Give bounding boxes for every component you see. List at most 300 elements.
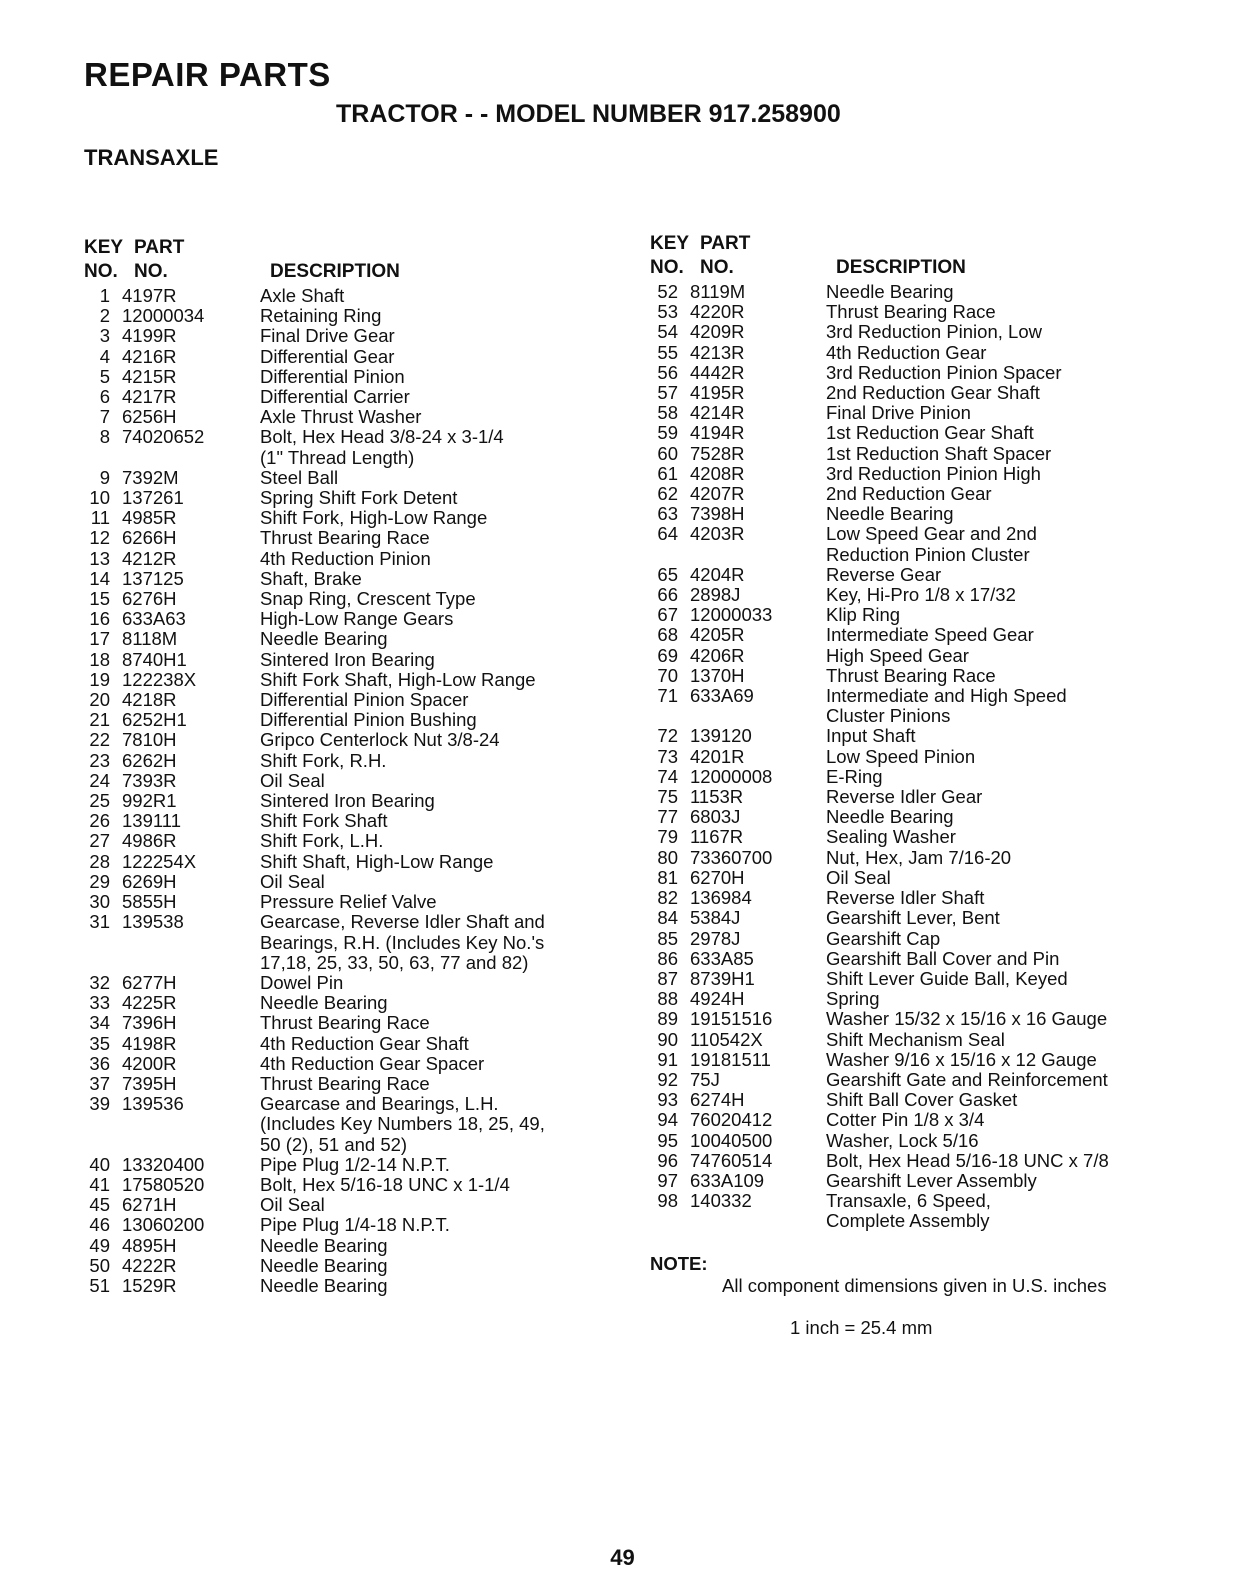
key-number: 60 <box>657 442 678 464</box>
table-row <box>84 326 624 346</box>
key-number: 9 <box>99 466 110 488</box>
table-row <box>84 629 624 649</box>
key-number: 22 <box>89 729 110 751</box>
key-number: 8 <box>99 426 110 448</box>
part-description: Shift Fork, High-Low Range <box>260 507 488 529</box>
table-row <box>84 791 624 811</box>
part-description: Needle Bearing <box>260 1234 388 1256</box>
part-description: Intermediate Speed Gear <box>826 624 1034 646</box>
part-number: 4924H <box>690 988 745 1010</box>
part-number: 4215R <box>122 365 177 387</box>
part-number: 7396H <box>122 1012 177 1034</box>
key-number: 46 <box>89 1214 110 1236</box>
part-number: 139536 <box>122 1093 184 1115</box>
part-description: Shift Lever Guide Ball, Keyed <box>826 967 1068 989</box>
part-description: Needle Bearing <box>260 1254 388 1276</box>
key-number: 66 <box>657 584 678 606</box>
table-row <box>84 528 624 548</box>
part-description: 3rd Reduction Pinion High <box>826 462 1041 484</box>
table-row <box>650 585 1210 605</box>
table-row <box>650 322 1210 342</box>
part-description: 3rd Reduction Pinion, Low <box>826 321 1042 343</box>
key-number: 56 <box>657 361 678 383</box>
key-number: 55 <box>657 341 678 363</box>
table-row <box>84 912 624 973</box>
part-description: Gearshift Lever Assembly <box>826 1169 1037 1191</box>
table-row <box>650 1030 1210 1050</box>
part-number: 74760514 <box>690 1149 773 1171</box>
table-row <box>650 929 1210 949</box>
part-description: Reverse Idler Gear <box>826 786 983 808</box>
table-row <box>84 831 624 851</box>
table-row <box>84 1236 624 1256</box>
key-number: 72 <box>657 725 678 747</box>
table-row <box>650 868 1210 888</box>
table-row <box>650 343 1210 363</box>
part-description: Input Shaft <box>826 725 916 747</box>
table-row <box>84 690 624 710</box>
table-row <box>650 767 1210 787</box>
table-row <box>84 306 624 326</box>
page-number: 49 <box>610 1545 635 1570</box>
key-number: 51 <box>89 1274 110 1296</box>
key-number: 73 <box>657 745 678 767</box>
part-number: 10040500 <box>690 1129 773 1151</box>
key-number: 33 <box>89 992 110 1014</box>
part-number: 110542X <box>690 1028 763 1050</box>
part-number: 4895H <box>122 1234 177 1256</box>
part-description: Pipe Plug 1/4-18 N.P.T. <box>260 1214 450 1236</box>
part-number: 75J <box>690 1068 720 1090</box>
table-row <box>84 407 624 427</box>
part-description: Thrust Bearing Race <box>260 1012 430 1034</box>
part-description: Shift Fork, R.H. <box>260 749 387 771</box>
part-description: Bolt, Hex Head 5/16-18 UNC x 7/8 <box>826 1149 1109 1171</box>
key-number: 87 <box>657 967 678 989</box>
column-headers-left <box>84 236 624 286</box>
key-number: 89 <box>657 1008 678 1030</box>
table-row <box>650 1131 1210 1151</box>
part-description: 4th Reduction Gear <box>826 341 987 363</box>
table-row <box>84 1034 624 1054</box>
table-row <box>650 686 1210 726</box>
key-number: 37 <box>89 1072 110 1094</box>
part-number: 6266H <box>122 527 177 549</box>
key-number: 54 <box>657 321 678 343</box>
table-row <box>84 1256 624 1276</box>
part-number: 4220R <box>690 301 745 323</box>
parts-table-left <box>84 236 624 1296</box>
part-description: Sintered Iron Bearing <box>260 790 435 812</box>
part-number: 4225R <box>122 992 177 1014</box>
key-number: 64 <box>657 523 678 545</box>
table-row <box>650 908 1210 928</box>
part-number: 139111 <box>122 810 181 832</box>
table-row <box>84 872 624 892</box>
part-number: 13320400 <box>122 1153 205 1175</box>
table-row <box>650 282 1210 302</box>
key-number: 82 <box>657 887 678 909</box>
part-number: 6252H1 <box>122 709 187 731</box>
table-row <box>84 1054 624 1074</box>
key-number: 59 <box>657 422 678 444</box>
parts-list-left <box>84 286 624 1296</box>
part-number: 633A85 <box>690 947 754 969</box>
table-row <box>650 484 1210 504</box>
part-description: Washer 15/32 x 15/16 x 16 Gauge <box>826 1008 1108 1030</box>
table-row <box>650 888 1210 908</box>
part-description: Klip Ring <box>826 604 901 626</box>
key-number: 1 <box>99 285 110 306</box>
key-number: 27 <box>89 830 110 852</box>
part-number: 8740H1 <box>122 648 187 670</box>
key-number: 14 <box>89 567 110 589</box>
part-description: Gearshift Ball Cover and Pin <box>826 947 1060 969</box>
part-description: 2nd Reduction Gear <box>826 483 992 505</box>
part-number: 7392M <box>122 466 179 488</box>
key-number: 7 <box>99 406 110 428</box>
part-description: Axle Shaft <box>260 285 345 306</box>
key-number: 21 <box>89 709 110 731</box>
part-number: 122238X <box>122 668 197 690</box>
part-description: Shift Fork Shaft <box>260 810 388 832</box>
table-row <box>84 427 624 467</box>
part-description: Retaining Ring <box>260 305 382 327</box>
table-row <box>84 852 624 872</box>
table-row <box>650 383 1210 403</box>
part-number: 17580520 <box>122 1173 205 1195</box>
part-description: Pressure Relief Valve <box>260 891 437 913</box>
key-number: 69 <box>657 644 678 666</box>
part-number: 76020412 <box>690 1109 773 1131</box>
part-description: Spring Shift Fork Detent <box>260 487 458 509</box>
part-number: 633A63 <box>122 608 186 630</box>
key-number: 95 <box>657 1129 678 1151</box>
table-row <box>650 1090 1210 1110</box>
parts-list-right <box>650 282 1210 1232</box>
key-number: 57 <box>657 382 678 404</box>
part-description: Shift Fork, L.H. <box>260 830 384 852</box>
part-number: 12000008 <box>690 765 773 787</box>
key-number: 97 <box>657 1169 678 1191</box>
key-number: 32 <box>89 971 110 993</box>
key-number: 67 <box>657 604 678 626</box>
table-row <box>650 444 1210 464</box>
key-number: 34 <box>89 1012 110 1034</box>
part-header-line1: PART <box>700 233 751 254</box>
part-number: 19181511 <box>690 1048 771 1070</box>
part-description: Differential Pinion Spacer <box>260 689 469 711</box>
part-number: 8118M <box>122 628 178 650</box>
part-number: 2898J <box>690 584 741 606</box>
part-number: 4194R <box>690 422 745 444</box>
table-row <box>650 989 1210 1009</box>
table-row <box>84 771 624 791</box>
column-headers-right <box>650 232 1210 282</box>
part-number: 6271H <box>122 1194 177 1216</box>
part-number: 633A109 <box>690 1169 765 1191</box>
table-row <box>650 524 1210 564</box>
table-row <box>650 726 1210 746</box>
key-number: 36 <box>89 1052 110 1074</box>
key-number: 29 <box>89 870 110 892</box>
table-row <box>84 609 624 629</box>
part-number: 1153R <box>690 786 744 808</box>
part-number: 136984 <box>690 887 752 909</box>
part-number: 1370H <box>690 664 745 686</box>
key-number: 6 <box>99 386 110 408</box>
key-number: 12 <box>89 527 110 549</box>
part-description: Differential Gear <box>260 345 395 367</box>
table-row <box>650 787 1210 807</box>
part-description: Transaxle, 6 Speed, Complete Assembly <box>826 1190 991 1232</box>
part-number: 4204R <box>690 563 745 585</box>
part-number: 4213R <box>690 341 745 363</box>
key-number: 71 <box>657 685 678 707</box>
part-number: 4212R <box>122 547 177 569</box>
part-number: 19151516 <box>690 1008 773 1030</box>
part-number: 6270H <box>690 866 745 888</box>
part-number: 6277H <box>122 971 177 993</box>
key-number: 50 <box>89 1254 110 1276</box>
part-number: 13060200 <box>122 1214 205 1236</box>
table-row <box>84 367 624 387</box>
description-header: DESCRIPTION <box>270 261 400 282</box>
part-number: 8739H1 <box>690 967 755 989</box>
part-number: 7395H <box>122 1072 177 1094</box>
part-number: 6262H <box>122 749 177 771</box>
part-number: 5384J <box>690 907 741 929</box>
dimension-note <box>650 1254 1210 1359</box>
key-number: 93 <box>657 1089 678 1111</box>
key-number: 13 <box>89 547 110 569</box>
part-number: 4199R <box>122 325 177 347</box>
part-description: Thrust Bearing Race <box>826 301 996 323</box>
part-number: 7810H <box>122 729 177 751</box>
part-number: 4986R <box>122 830 177 852</box>
table-row <box>650 848 1210 868</box>
part-description: Reverse Gear <box>826 563 942 585</box>
part-number: 122254X <box>122 850 197 872</box>
part-description: 4th Reduction Gear Shaft <box>260 1032 469 1054</box>
key-number: 52 <box>657 281 678 302</box>
part-description: Oil Seal <box>260 1194 325 1216</box>
part-description: Sealing Washer <box>826 826 956 848</box>
part-description: 3rd Reduction Pinion Spacer <box>826 361 1062 383</box>
table-row <box>84 892 624 912</box>
key-number: 63 <box>657 503 678 525</box>
part-description: Shaft, Brake <box>260 567 362 589</box>
key-number: 19 <box>89 668 110 690</box>
part-description: Needle Bearing <box>826 806 954 828</box>
table-row <box>650 807 1210 827</box>
part-description: Nut, Hex, Jam 7/16-20 <box>826 846 1012 868</box>
part-description: Shift Mechanism Seal <box>826 1028 1005 1050</box>
table-row <box>650 1070 1210 1090</box>
table-row <box>84 589 624 609</box>
table-row <box>84 973 624 993</box>
table-row <box>650 1009 1210 1029</box>
key-number: 18 <box>89 648 110 670</box>
part-description: Key, Hi-Pro 1/8 x 17/32 <box>826 584 1016 606</box>
part-description: High-Low Range Gears <box>260 608 454 630</box>
table-row <box>84 508 624 528</box>
part-description: Gearcase and Bearings, L.H. (Includes Key Numbers 18, 25, 49, 50 (2), 51 and 52) <box>260 1093 545 1155</box>
key-number: 84 <box>657 907 678 929</box>
table-row <box>650 1191 1210 1231</box>
table-row <box>650 747 1210 767</box>
table-row <box>650 504 1210 524</box>
part-number: 137261 <box>122 487 184 509</box>
part-description: Washer, Lock 5/16 <box>826 1129 979 1151</box>
table-row <box>84 710 624 730</box>
page-title: REPAIR PARTS <box>84 56 331 93</box>
part-description: Oil Seal <box>260 870 325 892</box>
table-row <box>84 387 624 407</box>
part-number: 4217R <box>122 386 177 408</box>
key-number: 39 <box>89 1093 110 1115</box>
part-header-line2: NO. <box>700 257 734 278</box>
key-number: 96 <box>657 1149 678 1171</box>
key-number: 70 <box>657 664 678 686</box>
part-number: 4218R <box>122 689 177 711</box>
part-description: Final Drive Gear <box>260 325 395 347</box>
part-description: High Speed Gear <box>826 644 969 666</box>
part-description: Steel Ball <box>260 466 339 488</box>
note-label: NOTE: <box>650 1252 708 1274</box>
key-number: 3 <box>99 325 110 347</box>
part-description: E-Ring <box>826 765 883 787</box>
description-header: DESCRIPTION <box>836 257 966 278</box>
key-number: 88 <box>657 988 678 1010</box>
table-row <box>84 347 624 367</box>
part-description: Needle Bearing <box>260 992 388 1014</box>
table-row <box>650 565 1210 585</box>
parts-table-right <box>650 232 1210 1359</box>
key-number: 98 <box>657 1190 678 1212</box>
part-description: 1st Reduction Gear Shaft <box>826 422 1034 444</box>
key-number: 90 <box>657 1028 678 1050</box>
table-row <box>84 488 624 508</box>
key-number: 85 <box>657 927 678 949</box>
key-number: 2 <box>99 305 110 327</box>
part-number: 6276H <box>122 588 177 610</box>
part-description: 4th Reduction Pinion <box>260 547 431 569</box>
part-number: 4216R <box>122 345 177 367</box>
part-number: 140332 <box>690 1190 752 1212</box>
part-description: Shift Shaft, High-Low Range <box>260 850 494 872</box>
key-number: 10 <box>89 487 110 509</box>
key-number: 20 <box>89 689 110 711</box>
part-description: Differential Pinion Bushing <box>260 709 477 731</box>
table-row <box>84 730 624 750</box>
table-row <box>84 811 624 831</box>
part-description: Thrust Bearing Race <box>826 664 996 686</box>
table-row <box>84 1276 624 1296</box>
part-number: 12000033 <box>690 604 773 626</box>
key-number: 65 <box>657 563 678 585</box>
part-description: Gripco Centerlock Nut 3/8-24 <box>260 729 500 751</box>
key-number: 58 <box>657 402 678 424</box>
table-row <box>650 464 1210 484</box>
key-number: 26 <box>89 810 110 832</box>
key-number: 77 <box>657 806 678 828</box>
key-number: 25 <box>89 790 110 812</box>
part-description: Oil Seal <box>826 866 891 888</box>
part-number: 139120 <box>690 725 752 747</box>
table-row <box>650 1110 1210 1130</box>
table-row <box>650 423 1210 443</box>
part-number: 6803J <box>690 806 741 828</box>
part-number: 137125 <box>122 567 184 589</box>
part-description: Gearshift Cap <box>826 927 941 949</box>
table-row <box>84 1155 624 1175</box>
part-description: Oil Seal <box>260 769 325 791</box>
part-description: Differential Carrier <box>260 386 410 408</box>
part-number: 73360700 <box>690 846 773 868</box>
part-description: 4th Reduction Gear Spacer <box>260 1052 485 1074</box>
part-number: 6274H <box>690 1089 745 1111</box>
key-number: 17 <box>89 628 110 650</box>
part-number: 4985R <box>122 507 177 529</box>
key-number: 24 <box>89 769 110 791</box>
part-number: 4198R <box>122 1032 177 1054</box>
part-description: Shift Fork Shaft, High-Low Range <box>260 668 536 690</box>
table-row <box>650 605 1210 625</box>
table-row <box>84 751 624 771</box>
part-number: 992R1 <box>122 790 177 812</box>
part-description: Reverse Idler Shaft <box>826 887 985 909</box>
part-number: 4208R <box>690 462 745 484</box>
table-row <box>650 646 1210 666</box>
part-description: Cotter Pin 1/8 x 3/4 <box>826 1109 985 1131</box>
part-description: Washer 9/16 x 15/16 x 12 Gauge <box>826 1048 1097 1070</box>
key-number: 80 <box>657 846 678 868</box>
key-number: 68 <box>657 624 678 646</box>
part-description: Gearcase, Reverse Idler Shaft and Bearings, R.H. (Includes Key No.'s 17,18, 25, 33, 50, 63, 77 and 82) <box>260 911 545 973</box>
table-row <box>84 1094 624 1155</box>
key-header-line1: KEY <box>650 233 690 254</box>
part-description: Sintered Iron Bearing <box>260 648 435 670</box>
part-description: Needle Bearing <box>260 628 388 650</box>
part-number: 12000034 <box>122 305 205 327</box>
model-subtitle: TRACTOR - - MODEL NUMBER 917.258900 <box>336 100 841 128</box>
part-description: Needle Bearing <box>260 1274 388 1296</box>
part-description: Differential Pinion <box>260 365 405 387</box>
key-number: 94 <box>657 1109 678 1131</box>
table-row <box>84 993 624 1013</box>
key-number: 35 <box>89 1032 110 1054</box>
part-number: 2978J <box>690 927 741 949</box>
key-number: 28 <box>89 850 110 872</box>
part-number: 1529R <box>122 1274 177 1296</box>
key-number: 74 <box>657 765 678 787</box>
part-number: 74020652 <box>122 426 205 448</box>
part-description: Gearshift Lever, Bent <box>826 907 1000 929</box>
part-number: 4222R <box>122 1254 177 1276</box>
table-row <box>650 827 1210 847</box>
part-number: 4207R <box>690 483 745 505</box>
key-number: 41 <box>89 1173 110 1195</box>
part-number: 4197R <box>122 285 177 306</box>
part-description: 2nd Reduction Gear Shaft <box>826 382 1040 404</box>
part-description: Thrust Bearing Race <box>260 527 430 549</box>
section-heading: TRANSAXLE <box>84 145 219 170</box>
table-row <box>84 286 624 306</box>
table-row <box>650 403 1210 423</box>
table-row <box>84 1175 624 1195</box>
table-row <box>84 1074 624 1094</box>
